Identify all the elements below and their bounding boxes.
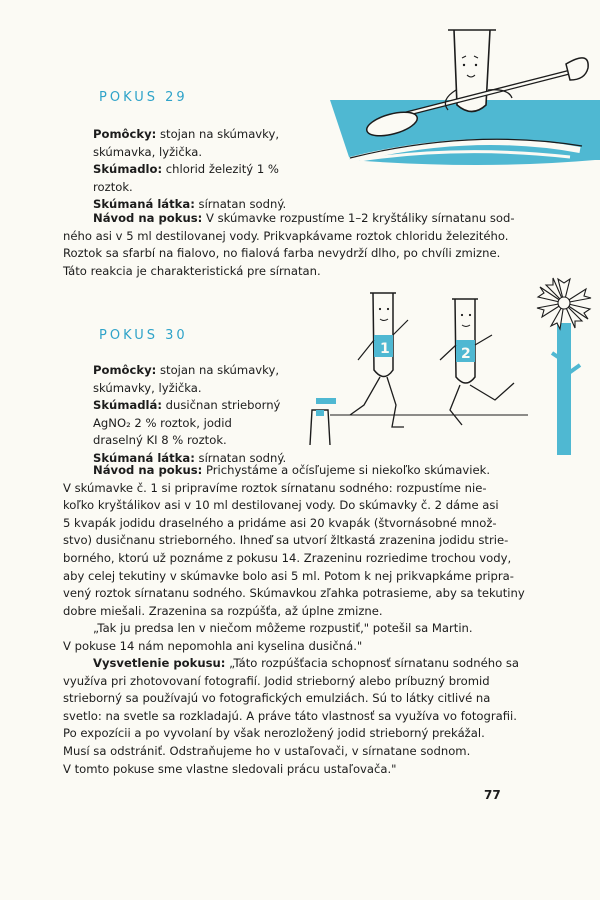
materials-line: Skúmaná látka: sírnatan sodný. <box>93 197 287 212</box>
pokus-29-procedure: Návod na pokus: V skúmavke rozpustíme 1–2 kryštáliky sírnatanu sod- ného asi v 5 ml destilovanej vody. Prikvapkávame roztok chloridu železitého. Roztok sa sfarbí na fialovo, no fialová farba nevydrží dlho, po chvíli zmizne. Táto reakcia je charakteristická pre sírnatan. <box>63 211 515 278</box>
materials-line: draselný KI 8 % roztok. <box>93 433 227 448</box>
pokus-29-heading: POKUS 29 <box>99 90 188 105</box>
test-tube-1 <box>370 293 396 377</box>
materials-line: skúmavky, lyžička. <box>93 380 202 395</box>
palm-crown <box>537 278 591 329</box>
materials-line: roztok. <box>93 179 133 194</box>
materials-line: Skúmaná látka: sírnatan sodný. <box>93 450 287 465</box>
pokus-30-procedure: Návod na pokus: Prichystáme a očísľujeme si niekoľko skúmaviek. V skúmavke č. 1 si pripravíme roztok sírnatanu sodného: rozpustíme nie- koľko kryštálikov asi v 10 ml destilovanej vody. Do skúmavky č. 2 dáme asi 5 kvapák jodidu draselného a pridáme asi 20 kvapák (štvornásobné množ- stvo) dusičnanu strieborného. Ihneď sa utvorí žltkastá zrazenina jodidu strie- borného, ktorú už poznáme z pokusu 14. Zrazeninu rozriedime trochou vody, aby celej tekutiny v skúmavke bolo asi 5 ml. Potom k nej prikvapkáme pripra- vený roztok sírnatanu sodného. Skúmavkou zľahka potrasieme, aby sa tekutiny dobre miešali. Zrazenina sa rozpúšťa, až úplne zmizne. <box>63 463 525 618</box>
materials-line: Pomôcky: stojan na skúmavky, <box>93 363 280 377</box>
materials-line: AgNO₂ 2 % roztok, jodid <box>93 415 232 430</box>
pokus-30-explanation: Vysvetlenie pokusu: „Táto rozpúšťacia schopnosť sírnatanu sodného sa využíva pri zhotovovaní fotografií. Jodid strieborný alebo príbuzný bromid strieborný sa používajú vo fotografických emulziách. Sú to látky citlivé na svetlo: na svetle sa rozkladajú. A práve táto vlastnosť sa využíva vo fotografii. Po expozícii a po vyvolaní by však nerozložený jodid strieborný prekážal. Musí sa odstrániť. Odstraňujeme ho v ustaľovači, v sírnatane sodnom. V tomto pokuse sme vlastne sledovali prácu ustaľovača." <box>63 656 520 776</box>
pokus-29-materials <box>93 126 333 214</box>
tube-rowing-boat-illustration <box>330 20 600 180</box>
tube-1-number: 1 <box>380 341 390 357</box>
materials-line: skúmavka, lyžička. <box>93 144 203 159</box>
tube-2-number: 2 <box>461 346 471 362</box>
running-tubes-illustration <box>300 265 600 455</box>
page-number: 77 <box>484 788 501 802</box>
pokus-30-quote: „Tak ju predsa len v niečom môžeme rozpustiť," potešil sa Martin. V pokuse 14 nám nepomohla ani kyselina dusičná." <box>63 621 473 653</box>
materials-line: Pomôcky: stojan na skúmavky, <box>93 127 280 141</box>
palm-trunk <box>557 323 571 455</box>
pokus-30-materials <box>93 362 313 468</box>
materials-line: Skúmadlo: chlorid železitý 1 % <box>93 162 279 177</box>
materials-line: Skúmadlá: dusičnan strieborný <box>93 398 281 413</box>
pokus-30-heading: POKUS 30 <box>99 328 188 343</box>
